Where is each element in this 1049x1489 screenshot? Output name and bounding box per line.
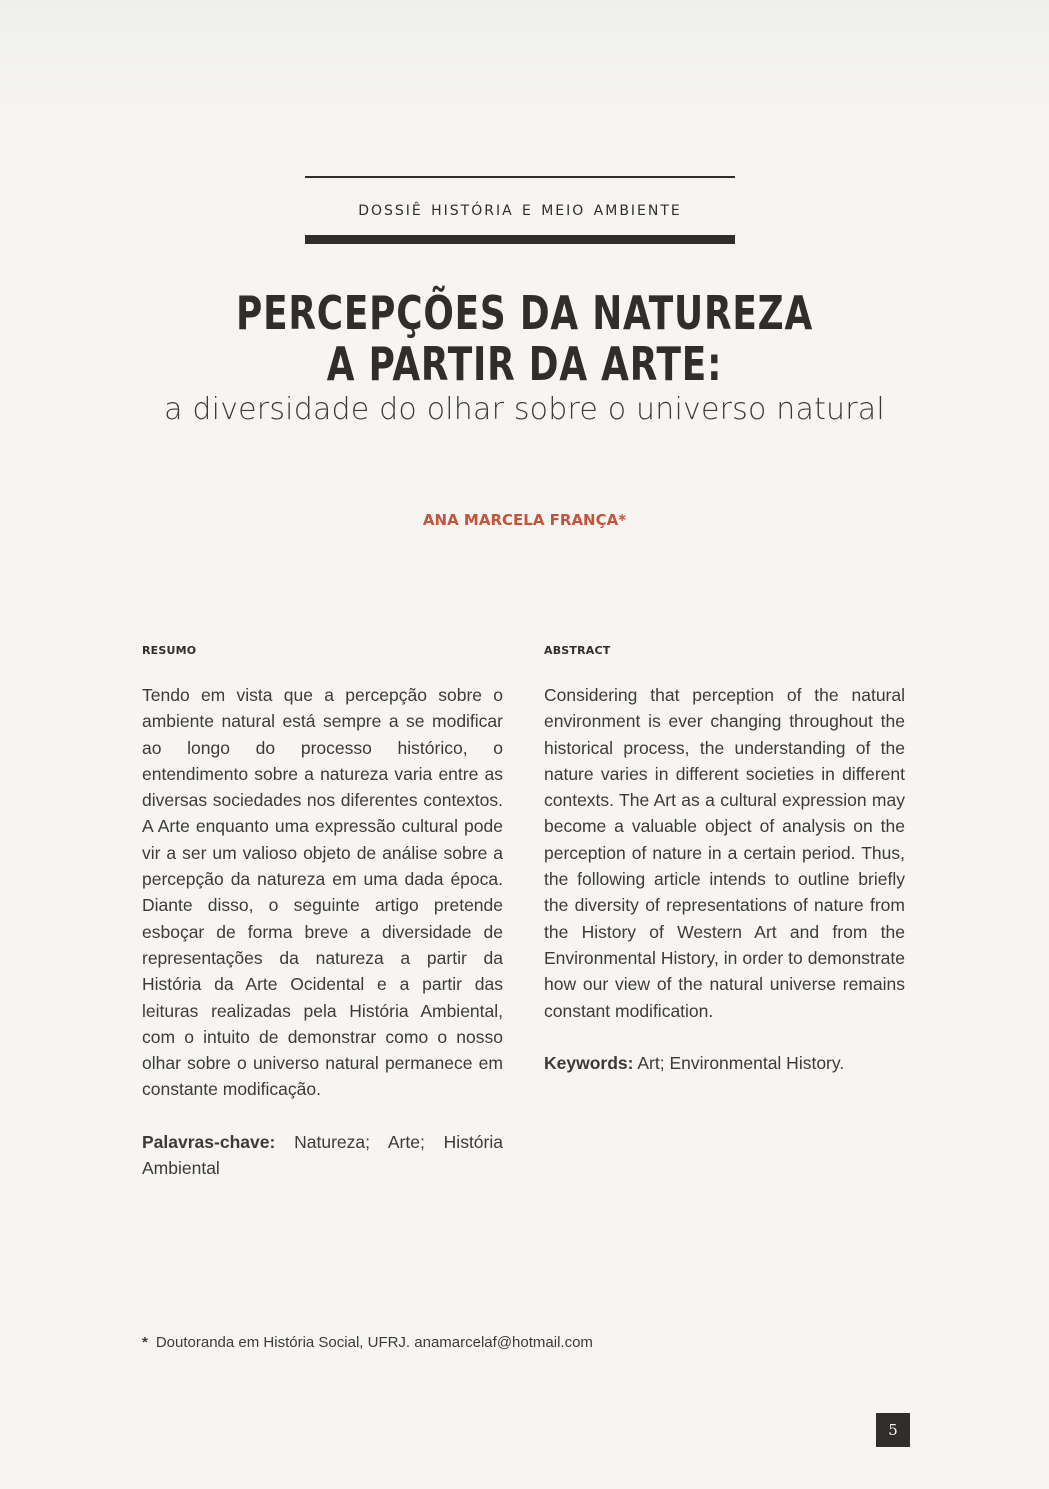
resumo-column — [142, 640, 503, 1181]
section-rule-top — [305, 176, 735, 178]
article-title: PERCEPÇÕES DA NATUREZA A PARTIR DA ARTE: — [235, 286, 814, 391]
article-author: ANA MARCELA FRANÇA* — [422, 511, 627, 529]
footnote-mark: * — [142, 1334, 148, 1351]
abstract-column — [544, 640, 905, 1076]
abstract-keywords-label: Keywords: — [544, 1052, 634, 1073]
page-header-shade — [0, 0, 1049, 110]
article-subtitle: a diversidade do olhar sobre o universo natural — [164, 392, 885, 427]
abstract-body: Considering that perception of the natural environment is ever changing throughout the historical process, the understanding of the nature varies in different societies in different contexts. The Art as a cultural expression may become a valuable object of analysis on the perception of nature in a certain period. Thus, the following article intends to outline briefly the diversity of representations of nature from the History of Western Art and from the Environmental History, in order to demonstrate how our view of the natural universe remains constant modification. — [544, 685, 905, 1021]
resumo-keywords-label: Palavras-chave: — [142, 1131, 276, 1152]
resumo-keywords — [142, 1129, 503, 1182]
page-number: 5 — [876, 1413, 910, 1447]
resumo-keywords-values: Natureza; Arte; História Ambiental — [142, 1131, 503, 1179]
abstract-heading: abstract — [544, 640, 611, 658]
footnote-text: Doutoranda em História Social, UFRJ. anamarcelaf@hotmail.com — [155, 1334, 593, 1351]
section-label: dossiê história e meio ambiente — [358, 196, 682, 220]
resumo-heading: resumo — [142, 640, 197, 658]
section-rule-bottom — [305, 235, 735, 244]
resumo-body: Tendo em vista que a percepção sobre o ambiente natural está sempre a se modificar ao longo do processo histórico, o entendimento sobre a natureza varia entre as diversas sociedades nos diferentes contextos. A Arte enquanto uma expressão cultural pode vir a ser um valioso objeto de análise sobre a percepção da natureza em uma dada época. Diante disso, o seguinte artigo pretende esboçar de forma breve a diversidade de representações da natureza a partir da História da Arte Ocidental e a partir das leituras realizadas pela História Ambiental, com o intuito de demonstrar como o nosso olhar sobre o universo natural permanece em constante modificação. — [142, 685, 503, 1100]
abstract-keywords-values: Art; Environmental History. — [633, 1052, 845, 1073]
abstract-keywords — [544, 1050, 905, 1076]
footnote — [142, 1334, 842, 1351]
